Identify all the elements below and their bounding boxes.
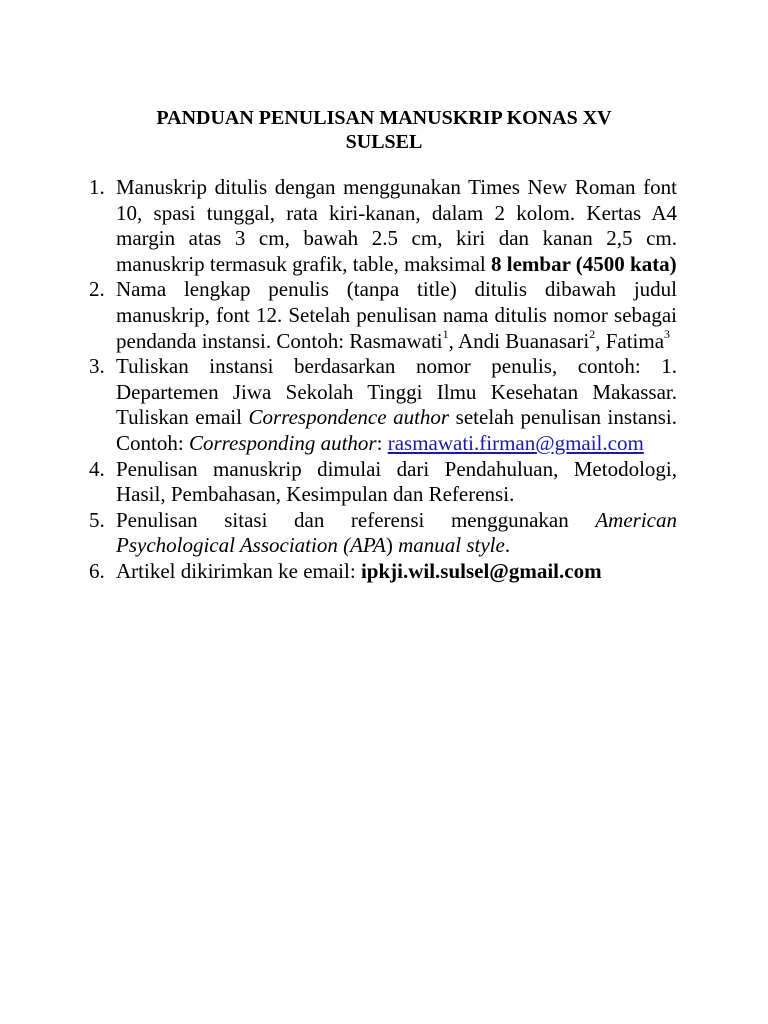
item-text: setelah penulisan instansi. Contoh: <box>116 405 677 455</box>
item-number: 5. <box>89 507 105 532</box>
affiliation-superscript: 1 <box>442 326 449 341</box>
item-text: Tuliskan instansi berdasarkan nomor penulis, contoh: 1. Departemen Jiwa Sekolah Tinggi Ilmu Kesehatan Makassar. Tuliskan email <box>116 354 677 430</box>
item-text: . <box>504 533 511 558</box>
guideline-item-3 <box>89 354 677 456</box>
item-number: 2. <box>89 277 105 302</box>
guideline-item-5 <box>89 508 677 559</box>
affiliation-superscript: 3 <box>664 326 671 341</box>
guideline-item-4 <box>89 457 677 508</box>
guideline-item-2 <box>89 277 677 354</box>
item-text: Penulisan sitasi dan referensi menggunakan <box>116 507 596 532</box>
guideline-item-6 <box>89 559 677 585</box>
title-line-1: PANDUAN PENULISAN MANUSKRIP KONAS XV <box>156 107 612 129</box>
item-italic: American Psychological Association (APA <box>116 507 677 558</box>
item-text: Artikel dikirimkan ke email: <box>116 558 361 583</box>
submission-email: ipkji.wil.sulsel@gmail.com <box>360 558 602 583</box>
item-italic: manual style <box>398 533 505 558</box>
item-italic: Correspondence author <box>248 405 450 430</box>
title-line-2: SULSEL <box>345 131 423 153</box>
item-number: 4. <box>89 456 105 481</box>
item-text: , Fatima <box>595 328 665 353</box>
item-text: Nama lengkap penulis (tanpa title) ditulis dibawah judul manuskrip, font 12. Setelah penulisan nama ditulis nomor sebagai pendanda instansi. Contoh: Rasmawati <box>116 277 677 353</box>
item-number: 1. <box>89 175 105 199</box>
item-text: : <box>376 430 388 455</box>
item-text: , Andi Buanasari <box>448 328 590 353</box>
item-number: 3. <box>89 354 105 379</box>
document-title <box>110 106 658 154</box>
item-text: Manuskrip ditulis dengan menggunakan Times New Roman font 10, spasi tunggal, rata kiri-kanan, dalam 2 kolom. Kertas A4 margin atas 3 cm, bawah 2.5 cm, kiri dan kanan 2,5 cm. manuskrip termasuk grafik, table, maksimal <box>116 175 677 276</box>
guideline-item-1 <box>89 175 677 277</box>
item-italic: Corresponding author <box>188 430 377 455</box>
item-text: Penulisan manuskrip dimulai dari Pendahuluan, Metodologi, Hasil, Pembahasan, Kesimpulan dan Referensi. <box>116 456 677 507</box>
item-emphasis: 8 lembar (4500 kata) <box>491 251 677 276</box>
guideline-list <box>89 175 677 585</box>
affiliation-superscript: 2 <box>589 326 596 341</box>
item-number: 6. <box>89 558 105 583</box>
item-text: ) <box>385 533 399 558</box>
email-link[interactable]: rasmawati.firman@gmail.com <box>387 430 644 455</box>
